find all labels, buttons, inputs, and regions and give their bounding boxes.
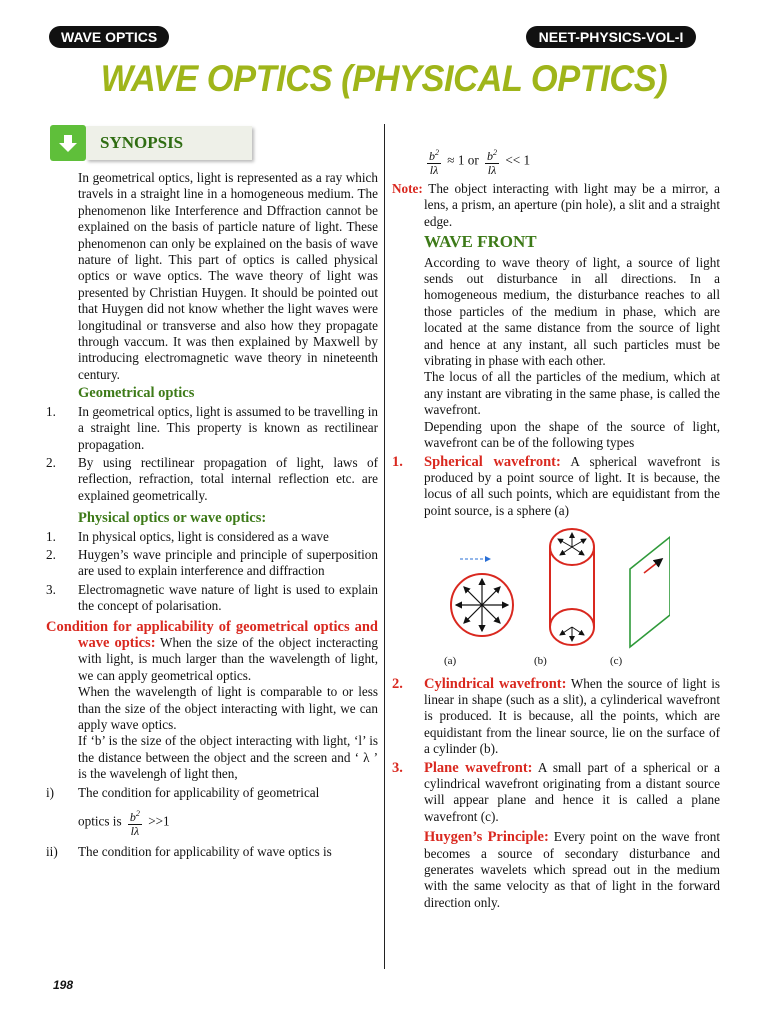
condition-paragraph: Condition for applicability of geometrical optics and wave optics: When the size of the object incteracting with light, is much larger than the wavelength of light, we can apply geometrical optics.	[46, 618, 378, 683]
cylindrical-wavefront	[550, 529, 594, 645]
physical-optics-heading: Physical optics or wave optics:	[78, 510, 267, 527]
spherical-wavefront	[451, 574, 513, 636]
left-column	[46, 124, 378, 862]
list-item: 3. Plane wavefront: A small part of a spherical or a cylindrical wavefront originating from a distant source will appear plane and hence it is called a plane wavefront (c).	[392, 759, 720, 824]
list-item: i) The condition for applicability of geometrical	[46, 784, 320, 800]
note-paragraph: Note: The object interacting with light may be a mirror, a lens, a prism, an aperture (pin hole), a slit and a straight edge.	[392, 181, 721, 229]
wave-front-paragraph-1: According to wave theory of light, a source of light sends out disturbance in all directions. In a homogeneous medium, the disturbance reaches to all those particles of the medium in phase, which are located at the same distance from the source of light and hence at any instant, all such particles must be vibrating in phase with each other.	[424, 254, 720, 369]
huygen-principle: Huygen’s Principle: Every point on the wave front becomes a source of secondary disturbance and generates wavelets which spread out in the medium with the same velocity as that of light in the forward direction only.	[424, 829, 721, 910]
list-item: 1. In geometrical optics, light is assumed to be travelling in a straight line. This property is known as rectilinear propagation.	[46, 403, 378, 452]
list-item: 1. In physical optics, light is considered as a wave	[46, 528, 329, 544]
wavefront-figure	[420, 523, 670, 653]
condition-paragraph-2: When the wavelength of light is comparable to or less than the size of the object interacting with light, we can apply wave optics.	[78, 684, 378, 732]
section-tag: WAVE OPTICS	[49, 26, 169, 48]
geometrical-condition-formula: optics is $\frac{b^2}{l\lambda}$ >>1	[78, 809, 170, 839]
wave-front-heading: WAVE FRONT	[424, 232, 537, 252]
condition-paragraph-3: If ‘b’ is the size of the object interacting with light, ‘l’ is the distance between the object and the screen and ‘ λ ’ is the wavelengh of light then,	[78, 733, 378, 782]
list-item: ii) The condition for applicability of wave optics is	[46, 844, 332, 860]
column-divider	[384, 124, 385, 969]
intro-paragraph: In geometrical optics, light is represented as a ray which travels in a straight line in a homogeneous medium. The phenomenon like Interference and Dffraction cannot be explained on the basis of particle nature of light. These phenomenon can only be explained on the basis of wave nature of light. This part of optics is called physical optics or wave optics. The wave theory of light was presented by Christian Huygen. It should be pointed out that Huygen did not know whether the light waves were longitudinal or transverse and also how they propagate through vaccum. It was then explained by Maxwell by introducing electromagnetic wave theory in nineteenth century.	[78, 170, 378, 382]
wave-front-paragraph-2: The locus of all the particles of the medium, which at any instant are vibrating in the same phase, is called the wavefront.	[424, 369, 720, 418]
down-arrow-icon	[50, 125, 86, 161]
wave-front-paragraph-3: Depending upon the shape of the source of light, wavefront can be of the following types	[424, 418, 720, 451]
wave-condition-formula: $\frac{b^2}{l\lambda}$ ≈ 1 or $\frac{b^2}{l\lambda}$ << 1	[429, 148, 531, 177]
list-item: 2. By using rectilinear propagation of light, laws of reflection, refraction, total internal reflection etc. are explained geometrically.	[46, 454, 378, 503]
figure-labels: (a) (b) (c)	[444, 655, 623, 668]
list-item: 1. Spherical wavefront: A spherical wavefront is produced by a point source of light. It is because, the locus of all such points, which are equidistant from the point source, is a sphere (a)	[392, 453, 720, 518]
list-item: 3. Electromagnetic wave nature of light is used to explain the concept of polarisation.	[46, 581, 378, 614]
book-tag: NEET-PHYSICS-VOL-I	[526, 26, 696, 48]
plane-wavefront	[630, 537, 670, 647]
synopsis-label: SYNOPSIS	[86, 126, 252, 160]
page-title: WAVE OPTICS (PHYSICAL OPTICS)	[100, 58, 668, 99]
right-column	[392, 146, 720, 911]
list-item: 2. Huygen’s wave principle and principle of superposition are used to explain interference and diffraction	[46, 546, 378, 579]
list-item: 2. Cylindrical wavefront: When the source of light is linear in shape (such as a slit), a cylinderical wavefront is produced. It is because, all the points, which are equidistant from the linear source, lie on the surface of a cylinder (b).	[392, 675, 721, 757]
page-number: 198	[53, 978, 74, 992]
synopsis-banner	[50, 124, 378, 162]
geometrical-optics-heading: Geometrical optics	[78, 385, 195, 402]
